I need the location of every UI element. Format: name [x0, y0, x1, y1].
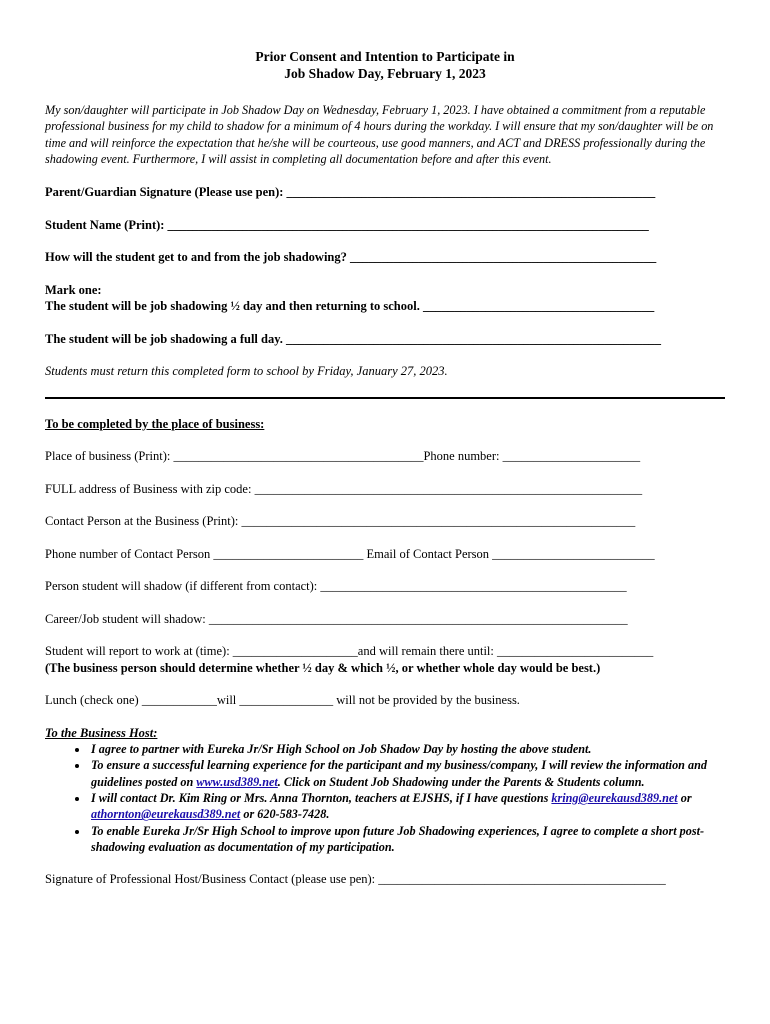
business-section-heading: To be completed by the place of business:	[45, 416, 265, 431]
host-bullet-partner: • I agree to partner with Eureka Jr/Sr High School on Job Shadow Day by hosting the above student.	[89, 741, 725, 757]
host-bullet-review-text: To ensure a successful learning experience for the participant and my business/company, I will review the information and guidelines posted on	[91, 758, 707, 789]
place-of-business-field[interactable]: Place of business (Print): ________________________________________Phone number: ______________________	[45, 449, 641, 464]
form-title-line-1: Prior Consent and Intention to Participate in	[255, 49, 515, 64]
contact-phone-email-field[interactable]: Phone number of Contact Person ________________________ Email of Contact Person __________________________	[45, 546, 655, 561]
business-address-field[interactable]: FULL address of Business with zip code: ______________________________________________________________	[45, 481, 643, 496]
host-bullet-review-text-end: . Click on Student Job Shadowing under the Parents & Students column.	[277, 774, 645, 789]
form-title-line-2: Job Shadow Day, February 1, 2023	[284, 66, 486, 81]
transport-field[interactable]: How will the student get to and from the job shadowing? _________________________________________________	[45, 250, 657, 265]
lunch-field[interactable]: Lunch (check one) ____________will _______________ will not be provided by the business.	[45, 693, 520, 708]
mark-one-label: Mark one:	[45, 282, 102, 297]
host-bullet-contact-text: I will contact Dr. Kim Ring or Mrs. Anna Thornton, teachers at EJSHS, if I have questions	[91, 791, 552, 806]
host-signature-field[interactable]: Signature of Professional Host/Business Contact (please use pen): ______________________________________________	[45, 872, 666, 887]
kring-email-link[interactable]: kring@eurekausd389.net	[551, 791, 678, 806]
host-bullet-contact-or: or	[677, 791, 692, 806]
usd389-link[interactable]: www.usd389.net	[196, 774, 278, 789]
host-bullet-evaluation: • To enable Eureka Jr/Sr High School to improve upon future Job Shadowing experiences, I agree to complete a short post-shadowing evaluation as documentation of my participation.	[89, 823, 725, 856]
half-day-option[interactable]: The student will be job shadowing ½ day and then returning to school. _____________________________________	[45, 299, 655, 314]
host-bullet-review	[89, 757, 725, 790]
student-name-field[interactable]: Student Name (Print): _____________________________________________________________________________	[45, 217, 649, 232]
consent-form	[45, 0, 725, 888]
return-note: Students must return this completed form to school by Friday, January 27, 2023.	[45, 364, 448, 379]
athornton-email-link[interactable]: athornton@eurekausd389.net	[91, 807, 241, 822]
report-time-field[interactable]: Student will report to work at (time): ____________________and will remain there until: _________________________	[45, 644, 654, 659]
host-agreement-list	[45, 741, 725, 855]
intro-paragraph: My son/daughter will participate in Job Shadow Day on Wednesday, February 1, 2023. I have obtained a commitment from a reputable professional business for my child to shadow for a minimum of 4 hours during the workday. I will ensure that my son/daughter will be on time and will reinforce the expectation that he/she will be courteous, use good manners, and ACT and DRESS professionally during the shadowing event. Furthermore, I will assist in completing all documentation before and after this event.	[45, 103, 714, 166]
shadow-person-field[interactable]: Person student will shadow (if different from contact): _________________________________________________	[45, 579, 627, 594]
form-title	[45, 48, 725, 82]
host-bullet-contact	[89, 790, 725, 823]
career-field[interactable]: Career/Job student will shadow: ___________________________________________________________________	[45, 611, 628, 626]
full-day-option[interactable]: The student will be job shadowing a full day. ____________________________________________________________	[45, 331, 662, 346]
contact-person-field[interactable]: Contact Person at the Business (Print): _______________________________________________________________	[45, 514, 636, 529]
host-heading: To the Business Host:	[45, 725, 158, 740]
parent-signature-field[interactable]: Parent/Guardian Signature (Please use pen): ___________________________________________________________	[45, 185, 656, 200]
section-divider	[45, 397, 725, 399]
determine-note: (The business person should determine whether ½ day & which ½, or whether whole day would be best.)	[45, 660, 601, 675]
host-bullet-contact-phone: or 620-583-7428.	[240, 807, 330, 822]
